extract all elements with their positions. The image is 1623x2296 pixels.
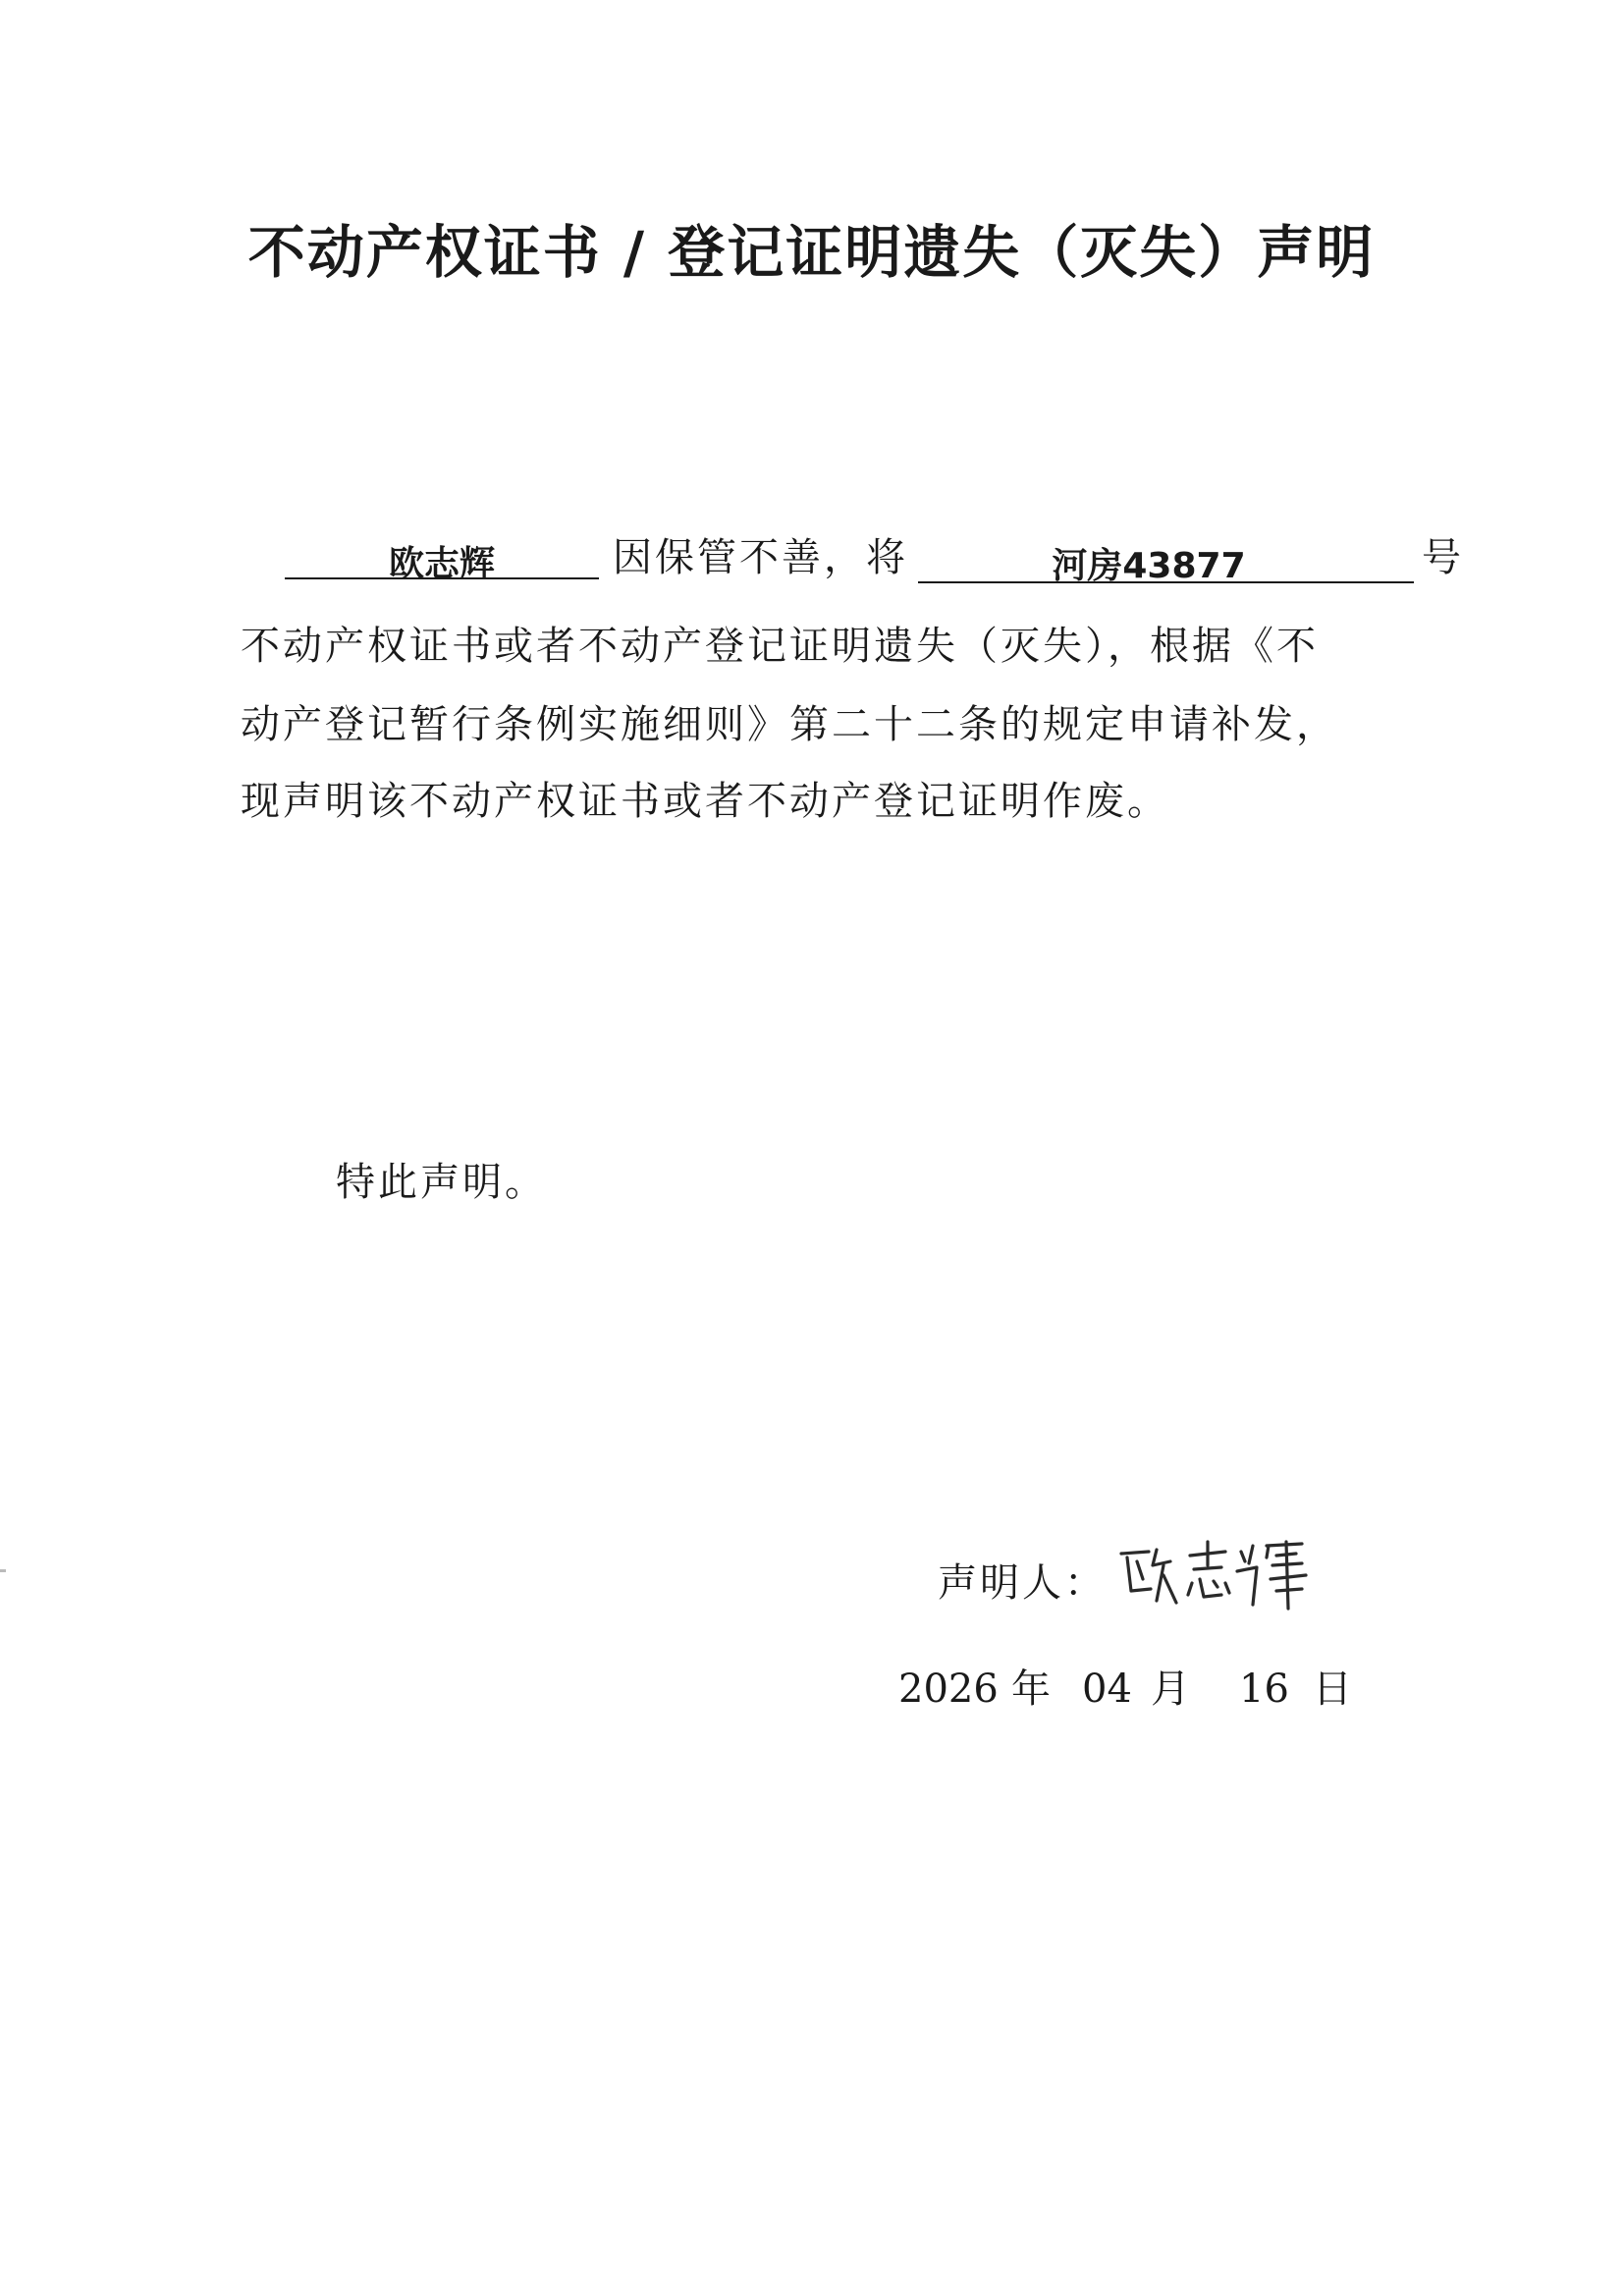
declarant-name: 欧志辉 — [388, 544, 495, 584]
closing-text: 特此声明。 — [336, 1160, 547, 1205]
body-line-1: 不动产权证书或者不动产登记证明遗失（灭失），根据《不 — [241, 624, 1319, 669]
scan-mark — [0, 1569, 6, 1572]
page-title: 不动产权证书 / 登记证明遗失（灭失）声明 — [247, 219, 1376, 286]
body-line-2: 动产登记暂行条例实施细则》第二十二条的规定申请补发， — [241, 702, 1338, 747]
certificate-number: 河房43877 — [1052, 546, 1246, 586]
body-line-3: 现声明该不动产权证书或者不动产登记证明作废。 — [241, 779, 1169, 824]
reason-text: 因保管不善，将 — [613, 535, 908, 580]
hao-text: 号 — [1422, 535, 1461, 580]
handwritten-signature — [1109, 1532, 1335, 1620]
date-day-unit: 日 — [1313, 1667, 1352, 1712]
signer-label: 声明人： — [938, 1560, 1107, 1606]
date-day: 16 — [1239, 1667, 1289, 1712]
date-year-unit: 年 — [1011, 1667, 1051, 1712]
date-month-unit: 月 — [1151, 1667, 1190, 1712]
date-year: 2026 — [898, 1667, 999, 1712]
date-month: 04 — [1082, 1667, 1132, 1712]
